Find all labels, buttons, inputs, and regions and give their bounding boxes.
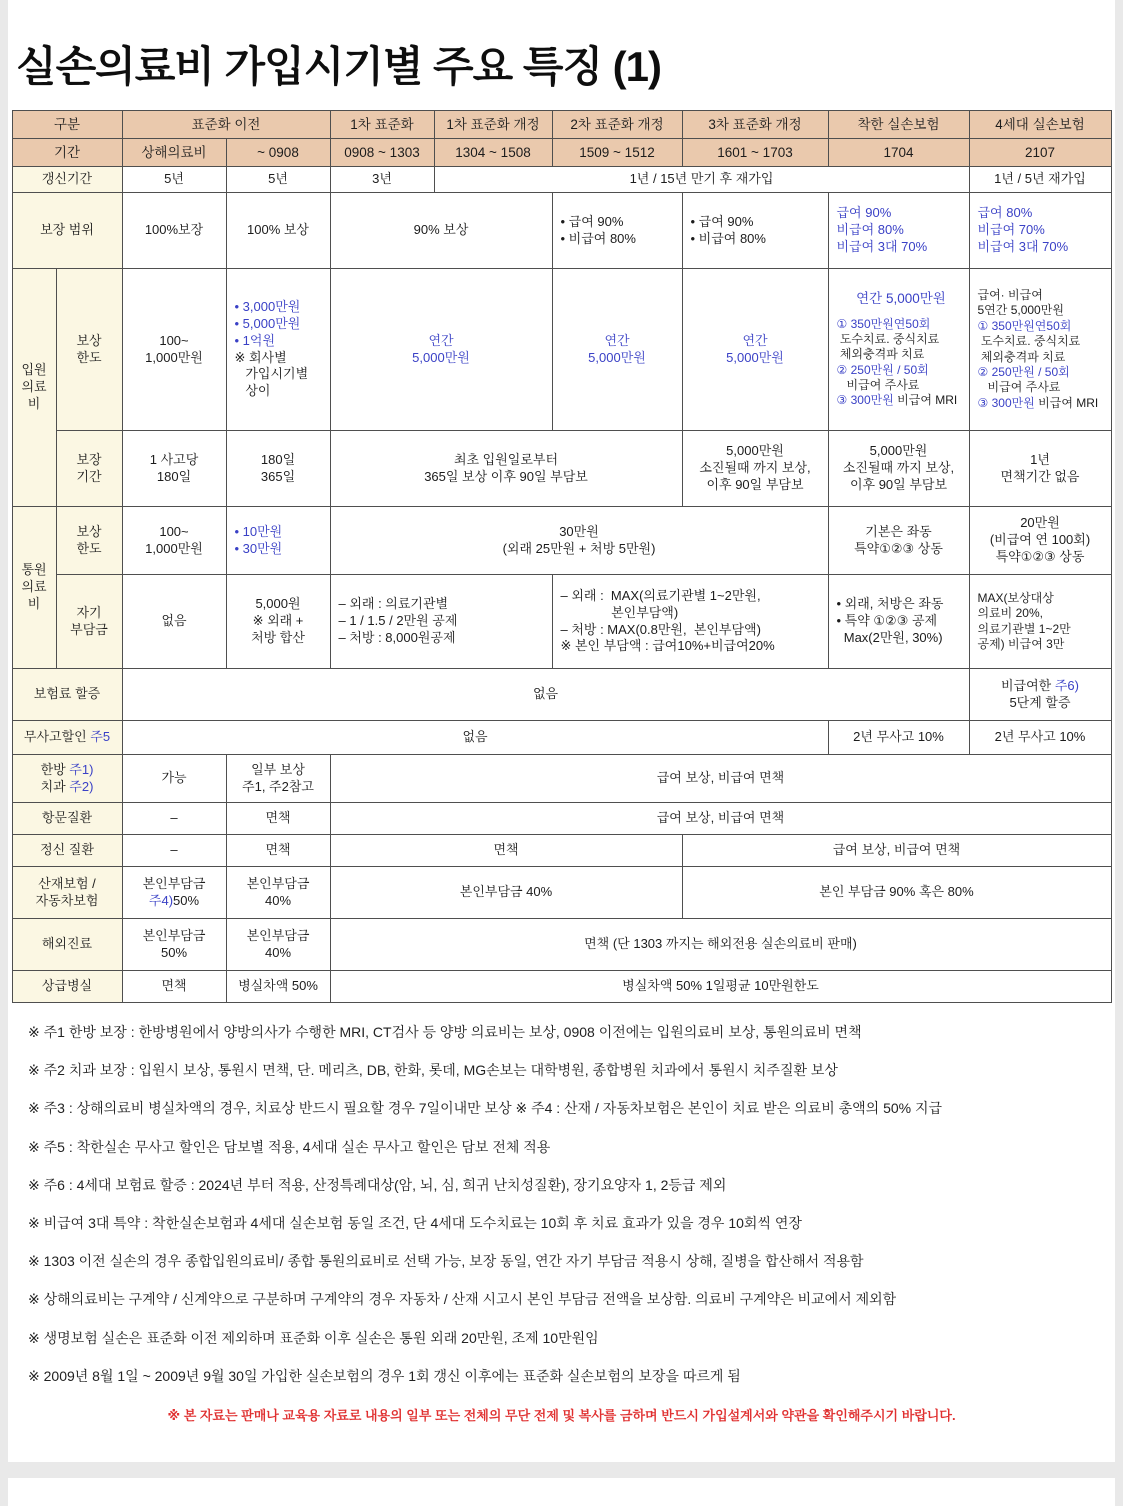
- footnote: ※ 주6 : 4세대 보험료 할증 : 2024년 부터 적용, 산정특례대상(암, 뇌, 심, 희귀 난치성질환), 장기요양자 1, 2등급 제외: [28, 1176, 727, 1193]
- cell-coverage-rev2: • 급여 90% • 비급여 80%: [552, 193, 682, 269]
- row-ward: [12, 971, 1111, 1003]
- cell-overseas-label: 해외진료: [12, 919, 122, 971]
- cell-h2-label: 기간: [12, 139, 122, 167]
- row-inpatient-period: [12, 431, 1111, 507]
- cell-overseas-injury: 본인부담금 50%: [122, 919, 226, 971]
- cell-inpatient-period-rev3: 5,000만원 소진될때 까지 보상, 이후 90일 부담보: [682, 431, 828, 507]
- cell-outpatient-limit-pre: • 10만원 • 30만원: [226, 507, 330, 575]
- cell-h2-gen4: 2107: [969, 139, 1111, 167]
- footnote: ※ 생명보험 실손은 표준화 이전 제외하며 표준화 이후 실손은 통원 외래 20만원, 조제 10만원임: [28, 1329, 599, 1346]
- cell-inpatient-period-pre: 180일 365일: [226, 431, 330, 507]
- footnote: ※ 1303 이전 실손의 경우 종합입원의료비/ 종합 통원의료비로 선택 가능, 보장 동일, 연간 자기 부담금 적용시 상해, 질병을 합산해서 적용함: [28, 1253, 864, 1270]
- cell-industrial-mid: 본인부담금 40%: [330, 867, 682, 919]
- footnote: ※ 비급여 3대 특약 : 착한실손보험과 4세대 실손보험 동일 조건, 단 4세대 도수치료는 10회 후 치료 효과가 있을 경우 10회씩 연장: [28, 1214, 802, 1231]
- comparison-table: [12, 110, 1112, 1003]
- cell-surcharge-gen4: 비급여한 주6) 5단계 할증: [969, 669, 1111, 721]
- cell-anal-pre: 면책: [226, 803, 330, 835]
- footnote: ※ 상해의료비는 구계약 / 신계약으로 구분하며 구계약의 경우 자동차 / 산재 시고시 본인 부담금 전액을 보상함. 의료비 구계약은 비교에서 제외함: [28, 1291, 897, 1308]
- inpatient-limit-good-details: ① 350만원연50회 도수치료. 중식치료 체외충격파 치료 ② 250만원 / 50회 비급여 주사료 ③ 300만원 비급여 MRI: [836, 316, 958, 408]
- cell-h1-gen4: 4세대 실손보험: [969, 111, 1111, 139]
- row-overseas: [12, 919, 1111, 971]
- cell-industrial-pre: 본인부담금 40%: [226, 867, 330, 919]
- row-outpatient-deduct: [12, 575, 1111, 669]
- row-coverage: [12, 193, 1111, 269]
- page: [8, 0, 1115, 1462]
- cell-renewal-pre: 5년: [226, 167, 330, 193]
- cell-outpatient-deduct-injury: 없음: [122, 575, 226, 669]
- cell-coverage-good: 급여 90% 비급여 80% 비급여 3대 70%: [828, 193, 969, 269]
- cell-outpatient-deduct-pre: 5,000원 ※ 외래 + 처방 합산: [226, 575, 330, 669]
- disclaimer-text: ※ 본 자료는 판매나 교육용 자료로 내용의 일부 또는 전체의 무단 전제 및 복사를 금하며 반드시 가입설계서와 약관을 확인해주시기 바랍니다.: [167, 1407, 956, 1423]
- footnote: ※ 주2 치과 보장 : 입원시 보상, 통원시 면책, 단. 메리츠, DB, 한화, 롯데, MG손보는 대학병원, 종합병원 치과에서 통원시 치주질환 보상: [28, 1062, 838, 1079]
- cell-no-claim-good: 2년 무사고 10%: [828, 721, 969, 755]
- cell-inpatient-period-std: 최초 입원일로부터 365일 보상 이후 90일 부담보: [330, 431, 682, 507]
- cell-h1-std1: 1차 표준화: [330, 111, 434, 139]
- cell-h1-rev3: 3차 표준화 개정: [682, 111, 828, 139]
- cell-ward-label: 상급병실: [12, 971, 122, 1003]
- cell-mental-pre: 면책: [226, 835, 330, 867]
- cell-h2-std1: 0908 ~ 1303: [330, 139, 434, 167]
- footnotes: [28, 1023, 1113, 1385]
- cell-surcharge-label: 보험료 할증: [12, 669, 122, 721]
- page-title: 실손의료비 가입시기별 주요 특징 (1): [16, 43, 662, 90]
- cell-oriental-injury: 가능: [122, 755, 226, 803]
- cell-renewal-injury: 5년: [122, 167, 226, 193]
- cell-industrial-label: 산재보험 / 자동차보험: [12, 867, 122, 919]
- cell-no-claim-gen4: 2년 무사고 10%: [969, 721, 1111, 755]
- row-oriental-dental: [12, 755, 1111, 803]
- cell-outpatient-group: 통원 의료비: [12, 507, 56, 669]
- cell-anal-rest: 급여 보상, 비급여 면책: [330, 803, 1111, 835]
- cell-anal-label: 항문질환: [12, 803, 122, 835]
- cell-no-claim-main: 없음: [122, 721, 828, 755]
- cell-inpatient-limit-label: 보상 한도: [56, 269, 122, 431]
- cell-oriental-label: 한방 주1) 치과 주2): [12, 755, 122, 803]
- cell-inpatient-period-label: 보장 기간: [56, 431, 122, 507]
- cell-h1-good: 착한 실손보험: [828, 111, 969, 139]
- cell-renewal-label: 갱신기간: [12, 167, 122, 193]
- cell-h1-rev1: 1차 표준화 개정: [434, 111, 552, 139]
- cell-coverage-gen4: 급여 80% 비급여 70% 비급여 3대 70%: [969, 193, 1111, 269]
- cell-oriental-pre: 일부 보상 주1, 주2참고: [226, 755, 330, 803]
- cell-ward-injury: 면책: [122, 971, 226, 1003]
- cell-mental-mid: 면책: [330, 835, 682, 867]
- row-industrial-auto: [12, 867, 1111, 919]
- cell-inpatient-group: 입원 의료비: [12, 269, 56, 507]
- cell-ward-pre: 병실차액 50%: [226, 971, 330, 1003]
- row-no-claim: [12, 721, 1111, 755]
- row-outpatient-limit: [12, 507, 1111, 575]
- cell-surcharge-main: 없음: [122, 669, 969, 721]
- cell-no-claim-label: 무사고할인 주5: [12, 721, 122, 755]
- cell-oriental-rest: 급여 보상, 비급여 면책: [330, 755, 1111, 803]
- row-inpatient-limit: [12, 269, 1111, 431]
- row-header-2: [12, 139, 1111, 167]
- cell-h2-rev3: 1601 ~ 1703: [682, 139, 828, 167]
- cell-renewal-std1: 3년: [330, 167, 434, 193]
- cell-outpatient-limit-good: 기본은 좌동 특약①②③ 상동: [828, 507, 969, 575]
- cell-outpatient-deduct-label: 자기 부담금: [56, 575, 122, 669]
- cell-h2-good: 1704: [828, 139, 969, 167]
- cell-industrial-injury: 본인부담금 주4)50%: [122, 867, 226, 919]
- cell-ward-rest: 병실차액 50% 1일평균 10만원한도: [330, 971, 1111, 1003]
- cell-coverage-pre: 100% 보상: [226, 193, 330, 269]
- cell-outpatient-limit-label: 보상 한도: [56, 507, 122, 575]
- row-surcharge: [12, 669, 1111, 721]
- cell-outpatient-deduct-mid: – 외래 : MAX(의료기관별 1~2만원, 본인부담액) – 처방 : MAX(0.8만원, 본인부담액) ※ 본인 부담액 : 급여10%+비급여20%: [552, 575, 828, 669]
- inpatient-limit-good-head: 연간 5,000만원: [856, 291, 946, 307]
- cell-inpatient-limit-injury: 100~ 1,000만원: [122, 269, 226, 431]
- cell-outpatient-deduct-good: • 외래, 처방은 좌동 • 특약 ①②③ 공제 Max(2만원, 30%): [828, 575, 969, 669]
- cell-inpatient-limit-std: 연간 5,000만원: [330, 269, 552, 431]
- cell-h2-pre: ~ 0908: [226, 139, 330, 167]
- row-renewal: [12, 167, 1111, 193]
- cell-inpatient-limit-gen4: 급여· 비급여 5연간 5,000만원 ① 350만원연50회 도수치료. 중식치료 체외충격파 치료 ② 250만원 / 50회 비급여 주사료 ③ 300만원 비급여 MRI: [969, 269, 1111, 431]
- cell-mental-injury: –: [122, 835, 226, 867]
- cell-renewal-mid: 1년 / 15년 만기 후 재가입: [434, 167, 969, 193]
- cell-inpatient-period-injury: 1 사고당 180일: [122, 431, 226, 507]
- cell-inpatient-period-good: 5,000만원 소진될때 까지 보상, 이후 90일 부담보: [828, 431, 969, 507]
- cell-mental-rest: 급여 보상, 비급여 면책: [682, 835, 1111, 867]
- cell-coverage-label: 보장 범위: [12, 193, 122, 269]
- cell-industrial-rest: 본인 부담금 90% 혹은 80%: [682, 867, 1111, 919]
- cell-overseas-pre: 본인부담금 40%: [226, 919, 330, 971]
- cell-h2-injury: 상해의료비: [122, 139, 226, 167]
- cell-outpatient-limit-gen4: 20만원 (비급여 연 100회) 특약①②③ 상동: [969, 507, 1111, 575]
- cell-overseas-rest: 면책 (단 1303 까지는 해외전용 실손의료비 판매): [330, 919, 1111, 971]
- cell-inpatient-limit-rev3: 연간 5,000만원: [682, 269, 828, 431]
- cell-inpatient-limit-pre: • 3,000만원 • 5,000만원 • 1억원 ※ 회사별 가입시기별 상이: [226, 269, 330, 431]
- cell-coverage-rev3: • 급여 90% • 비급여 80%: [682, 193, 828, 269]
- cell-h1-rev2: 2차 표준화 개정: [552, 111, 682, 139]
- cell-coverage-std: 90% 보상: [330, 193, 552, 269]
- footnote: ※ 주5 : 착한실손 무사고 할인은 담보별 적용, 4세대 실손 무사고 할인은 담보 전체 적용: [28, 1138, 551, 1155]
- row-anal: [12, 803, 1111, 835]
- cell-anal-injury: –: [122, 803, 226, 835]
- cell-inpatient-period-gen4: 1년 면책기간 없음: [969, 431, 1111, 507]
- cell-inpatient-limit-rev2: 연간 5,000만원: [552, 269, 682, 431]
- cell-renewal-gen4: 1년 / 5년 재가입: [969, 167, 1111, 193]
- cell-outpatient-deduct-std: – 외래 : 의료기관별 – 1 / 1.5 / 2만원 공제 – 처방 : 8,000원공제: [330, 575, 552, 669]
- cell-mental-label: 정신 질환: [12, 835, 122, 867]
- cell-inpatient-limit-good: [828, 269, 969, 431]
- cell-coverage-injury: 100%보장: [122, 193, 226, 269]
- footnote: ※ 주1 한방 보장 : 한방병원에서 양방의사가 수행한 MRI, CT검사 등 양방 의료비는 보상, 0908 이전에는 입원의료비 보상, 통원의료비 면책: [28, 1024, 862, 1040]
- footnote: ※ 2009년 8월 1일 ~ 2009년 9월 30일 가입한 실손보험의 경우 1회 갱신 이후에는 표준화 실손보험의 보장을 따르게 됨: [28, 1367, 741, 1384]
- row-mental: [12, 835, 1111, 867]
- cell-h1-gubun: 구분: [12, 111, 122, 139]
- cell-h1-pre: 표준화 이전: [122, 111, 330, 139]
- cell-outpatient-deduct-gen4: MAX(보상대상 의료비 20%, 의료기관별 1~2만 공제) 비급여 3만: [969, 575, 1111, 669]
- cell-h2-rev1: 1304 ~ 1508: [434, 139, 552, 167]
- cell-h2-rev2: 1509 ~ 1512: [552, 139, 682, 167]
- next-page-edge: [8, 1478, 1115, 1506]
- cell-outpatient-limit-injury: 100~ 1,000만원: [122, 507, 226, 575]
- footnote: ※ 주3 : 상해의료비 병실차액의 경우, 치료상 반드시 필요할 경우 7일이내만 보상 ※ 주4 : 산재 / 자동차보험은 본인이 치료 받은 의료비 총액의 50% 지급: [28, 1100, 943, 1117]
- row-header-1: [12, 111, 1111, 139]
- cell-outpatient-limit-mid: 30만원 (외래 25만원 + 처방 5만원): [330, 507, 828, 575]
